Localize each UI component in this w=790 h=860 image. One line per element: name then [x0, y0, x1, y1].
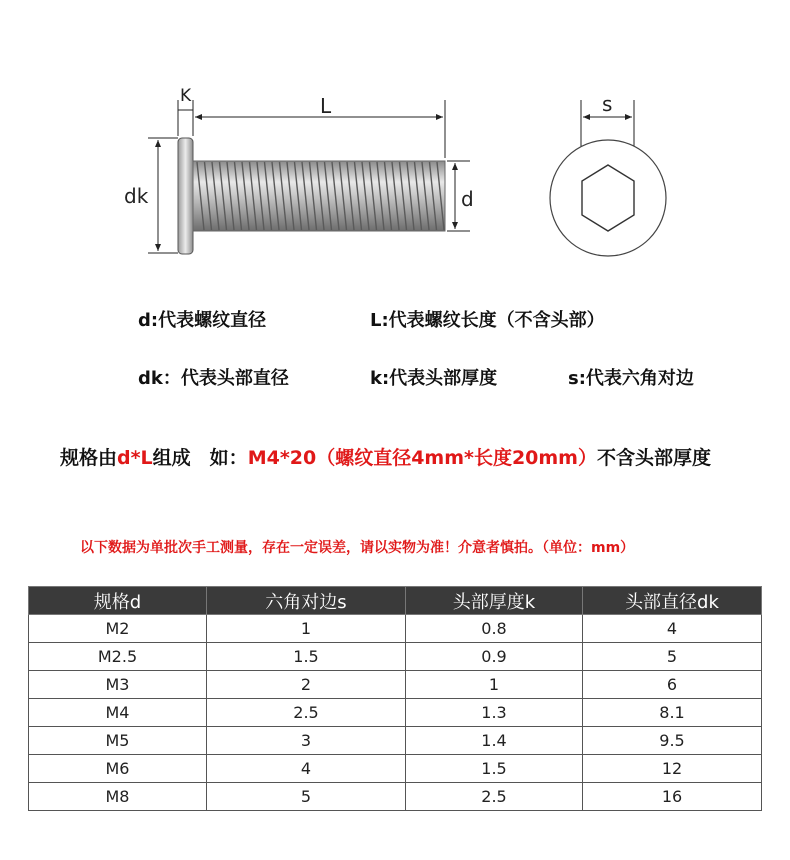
cell-k: 1.4 [406, 727, 583, 755]
cell-dk: 6 [583, 671, 762, 699]
cell-s: 2 [207, 671, 406, 699]
legend-l: L:代表螺纹长度（不含头部） [370, 310, 605, 331]
legend-k: k:代表头部厚度 [370, 368, 498, 389]
legend-s: s:代表六角对边 [568, 368, 694, 389]
dim-label-s: s [602, 92, 613, 116]
cell-s: 3 [207, 727, 406, 755]
cell-dk: 12 [583, 755, 762, 783]
cell-s: 4 [207, 755, 406, 783]
spec-dl: d*L [117, 447, 153, 469]
cell-dk: 8.1 [583, 699, 762, 727]
table-row [29, 615, 762, 643]
cell-s: 2.5 [207, 699, 406, 727]
cell-s: 1 [207, 615, 406, 643]
cell-dk: 5 [583, 643, 762, 671]
legend-dk: dk：代表头部直径 [138, 368, 289, 389]
screw-top-view-diagram [540, 90, 680, 270]
cell-s: 5 [207, 783, 406, 811]
table-row [29, 699, 762, 727]
header-head-diameter: 头部直径dk [583, 587, 762, 615]
cell-k: 1.5 [406, 755, 583, 783]
spec-example: M4*20（螺纹直径4mm*长度20mm） [247, 447, 597, 469]
cell-k: 0.8 [406, 615, 583, 643]
table-row [29, 671, 762, 699]
cell-dk: 4 [583, 615, 762, 643]
spec-suffix: 不含头部厚度 [596, 447, 711, 469]
cell-size: M5 [29, 727, 207, 755]
legend-d: d:代表螺纹直径 [138, 310, 267, 331]
table-row [29, 783, 762, 811]
screw-head [178, 138, 193, 254]
cell-k: 0.9 [406, 643, 583, 671]
cell-k: 2.5 [406, 783, 583, 811]
table-row [29, 643, 762, 671]
cell-size: M6 [29, 755, 207, 783]
cell-s: 1.5 [207, 643, 406, 671]
spec-prefix: 规格由 [60, 447, 118, 469]
spec-table [28, 586, 762, 811]
table-row [29, 755, 762, 783]
table-header-row [29, 587, 762, 615]
header-size: 规格d [29, 587, 207, 615]
screw-side-view-diagram [0, 0, 500, 290]
dim-label-d: d [461, 187, 474, 211]
dim-label-k: K [180, 86, 192, 106]
cell-size: M2 [29, 615, 207, 643]
cell-size: M8 [29, 783, 207, 811]
cell-size: M3 [29, 671, 207, 699]
dim-label-dk: dk [124, 184, 149, 208]
cell-k: 1.3 [406, 699, 583, 727]
cell-size: M4 [29, 699, 207, 727]
cell-dk: 16 [583, 783, 762, 811]
cell-dk: 9.5 [583, 727, 762, 755]
table-row [29, 727, 762, 755]
measurement-note: 以下数据为单批次手工测量，存在一定误差，请以实物为准！介意者慎拍。（单位：mm） [80, 540, 635, 556]
cell-size: M2.5 [29, 643, 207, 671]
spec-middle: 组成 如： [152, 447, 248, 469]
spec-description [60, 443, 711, 470]
header-hex-width: 六角对边s [207, 587, 406, 615]
dim-label-l: L [320, 94, 332, 118]
header-head-thickness: 头部厚度k [406, 587, 583, 615]
cell-k: 1 [406, 671, 583, 699]
